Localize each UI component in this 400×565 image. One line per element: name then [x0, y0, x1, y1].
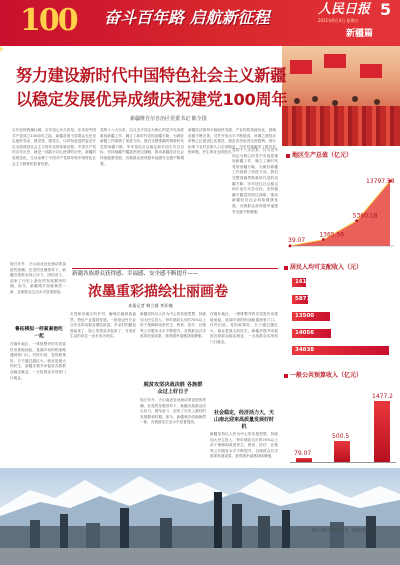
- article2-kicker: 新疆各族群众获得感、幸福感、安全感不断提升——: [72, 271, 199, 277]
- article2-column-2-text: 新疆坚持以人民为中心的发展思想，持续加大民生投入，每年财政支出的70%以上用于保障和改善民生，教育、医疗、社保等公共服务水平不断提升，各族群众共享改革发展成果，获得感幸福感持续增强。: [140, 312, 206, 339]
- article2-column-2: [140, 312, 206, 378]
- gdp-value-label: 1365.56: [319, 231, 345, 239]
- skyline-illustration: [0, 468, 400, 565]
- gdp-value-label: 39.07: [288, 236, 306, 244]
- left-column-body-text: 在喀什地区，一排排整齐的安居富民房拔地而起，宽阔平坦的柏油路通到家门口。村民们说，党的政策好，日子越过越红火。就业是最大的民生，新疆多措并举促进各族群众稳定就业，一大批群众实现家门口就业。: [10, 342, 66, 380]
- article1-column-1: [12, 128, 96, 258]
- person-head: [312, 96, 318, 102]
- person-head: [352, 96, 358, 102]
- left-sidebar-text: [10, 262, 66, 322]
- budget-bar-chart: [290, 380, 398, 466]
- person-head: [294, 98, 300, 104]
- article2-column-1-text: 走进和田地区的乡村，葡萄长廊绿意盎然，特色产业蓬勃发展。一批批农民专业合作社带动群众增收致富，乡亲们的腰包鼓起来了，脸上的笑容多起来了，对美好生活的向往一步步变为现实。: [70, 312, 136, 339]
- page-number: 5: [380, 0, 392, 19]
- banner-slogan: 奋斗百年路 启航新征程: [104, 8, 270, 27]
- red-flag-icon: [360, 64, 382, 78]
- article2-column-3: [210, 312, 278, 408]
- anniversary-emblem: 100: [20, 3, 77, 38]
- red-flag-icon: [324, 54, 346, 68]
- budget-bar: [334, 441, 350, 462]
- article-byline: 新疆维吾尔自治区党委书记 陈全国: [130, 116, 207, 122]
- budget-chart-title: [284, 372, 362, 380]
- income-chart-title: [284, 264, 362, 272]
- article1-column-3-text: 新疆经济保持平稳较快发展，产业结构持续优化，基础设施不断完善，对外开放水平不断提高，丝绸之路经济带核心区建设扎实推进，脱贫攻坚取得全面胜利，现行标准下农村贫困人口全部脱贫，历史性地解决了绝对贫困问题，民生事业全面进步。: [188, 128, 276, 155]
- article1-column-4-text: 党的十八大以来，以习近平同志为核心的党中央高度重视新疆工作，确立了新时代党的治疆方略，为做好新疆工作指明了前进方向。我们完整准确贯彻新时代党的治疆方略，牢牢扭住社会稳定和长治久安总目标，坚持稳疆兴疆富民固边战略，推动新疆经济社会持续健康发展，各族群众获得感幸福感安全感不断增强。: [232, 148, 278, 214]
- gdp-value-label: 13797.58: [366, 177, 395, 185]
- article2-column-3b-text: 新疆坚持以人民为中心的发展思想，持续加大民生投入，每年财政支出的70%以上用于保障和改善民生，教育、医疗、社保等公共服务水平不断提升，各族群众共享改革发展成果，获得感幸福感持续增强。: [210, 432, 278, 459]
- issue-date: 2021年6月4日 星期五: [318, 18, 359, 23]
- article2-subhead-1: 脱贫攻坚决战决胜 各族群众过上好日子: [143, 382, 203, 395]
- article2-column-3-text: 在喀什地区，一排排整齐的安居富民房拔地而起，宽阔平坦的柏油路通到家门口。村民们说，党的政策好，日子越过越红火。就业是最大的民生，新疆多措并举促进各族群众稳定就业，一大批群众实现家门口就业。: [210, 312, 278, 344]
- income-chart-title-text: 居民人均可支配收入（元）: [290, 264, 363, 271]
- budget-value-label: 79.07: [294, 450, 312, 457]
- gdp-point: [355, 219, 358, 222]
- article1-column-2-text: 党的十八大以来，以习近平同志为核心的党中央高度重视新疆工作，确立了新时代党的治疆方略，为做好新疆工作指明了前进方向。我们完整准确贯彻新时代党的治疆方略，牢牢扭住社会稳定和长治久安总目标，坚持稳疆兴疆富民固边战略，推动新疆经济社会持续健康发展，各族群众获得感幸福感安全感不断增强。: [100, 128, 184, 166]
- gdp-point: [289, 244, 292, 247]
- budget-value-label: 1477.2: [372, 393, 393, 401]
- income-value-label: 34838: [295, 347, 315, 353]
- budget-x-axis: [290, 462, 396, 463]
- budget-bar: [374, 401, 390, 462]
- article2-column-1: [70, 312, 136, 466]
- article-title-line2: 以稳定发展优异成绩庆祝建党100周年: [16, 90, 288, 109]
- article1-column-2: [100, 128, 184, 258]
- income-value-label: 14056: [295, 330, 315, 336]
- section-label: 新疆篇: [346, 29, 374, 39]
- income-value-label: 13500: [295, 313, 315, 319]
- article2-column-3b: [210, 432, 278, 466]
- article2-byline: 本报记者 韩立群 李亚楠: [128, 303, 173, 308]
- red-flag-icon: [290, 60, 312, 74]
- left-sidebar-text-content: 旭日东升，天山南北处处涌动着奋进的热潮。在党的坚强领导下，新疆各族群众同心协力、团结奋斗，迎来了历史上最好的发展繁荣时期。如今，新疆城乡面貌焕然一新，各族群众生活水平显著提高。: [10, 262, 66, 294]
- article2-column-2b: [140, 398, 206, 466]
- bullet-icon: [284, 374, 288, 378]
- budget-value-label: 500.5: [332, 433, 350, 441]
- income-bar-chart: [292, 276, 396, 366]
- person-head: [374, 99, 380, 105]
- bullet-icon: [284, 266, 288, 270]
- article1-column-1-text: 百年征程波澜壮阔，百年初心历久弥坚。在庆祝中国共产党成立100周年之际，新疆各族干部群众无比坚定地听党话、感党恩、跟党走，以昂扬奋进的姿态开启全面建设社会主义现代化国家新征程。中国共产党的百年历史，就是一部践行初心使命的历史。新疆的发展变化，生动诠释了中国共产党领导和中国特色社会主义制度的显著优势。: [12, 128, 96, 166]
- budget-chart-title-text: 一般公共预算收入（亿元）: [290, 372, 363, 379]
- article1-column-4: [232, 148, 278, 258]
- article2-headline: 浓墨重彩描绘壮丽画卷: [88, 284, 228, 300]
- celebration-photo: [282, 46, 400, 146]
- section-divider: [72, 268, 278, 269]
- article2-column-2b-text: 旭日东升，天山南北处处涌动着奋进的热潮。在党的坚强领导下，新疆各族群众同心协力、团结奋斗，迎来了历史上最好的发展繁荣时期。如今，新疆城乡面貌焕然一新，各族群众生活水平显著提高。: [140, 398, 206, 425]
- gdp-value-label: 5360.18: [352, 212, 378, 220]
- left-subhead: 鲁拓模拟一样紧紧抱吃一起: [15, 327, 63, 339]
- left-column-body: [10, 342, 66, 466]
- newspaper-masthead: 人民日报: [318, 2, 371, 17]
- city-skyline-photo: [0, 468, 400, 565]
- income-value-label: 5871: [295, 296, 311, 302]
- article2-subhead-3: 社会稳定，经济活力大，天山南北迎来高质量发展好时机: [213, 410, 274, 430]
- gdp-area-chart: [282, 164, 400, 256]
- crowd-dancers: [282, 106, 400, 146]
- bullet-icon: [286, 154, 290, 158]
- income-value-label: 1618: [295, 279, 311, 285]
- article-title-line1: 努力建设新时代中国特色社会主义新疆: [16, 66, 287, 85]
- gdp-chart-title: [286, 152, 352, 160]
- header-banner: [0, 0, 400, 46]
- gdp-chart-title-text: 地区生产总值（亿元）: [292, 152, 353, 159]
- photo-caption: 图为乌鲁木齐城市风光。本报记者 摄: [312, 528, 371, 532]
- gdp-point: [322, 238, 325, 241]
